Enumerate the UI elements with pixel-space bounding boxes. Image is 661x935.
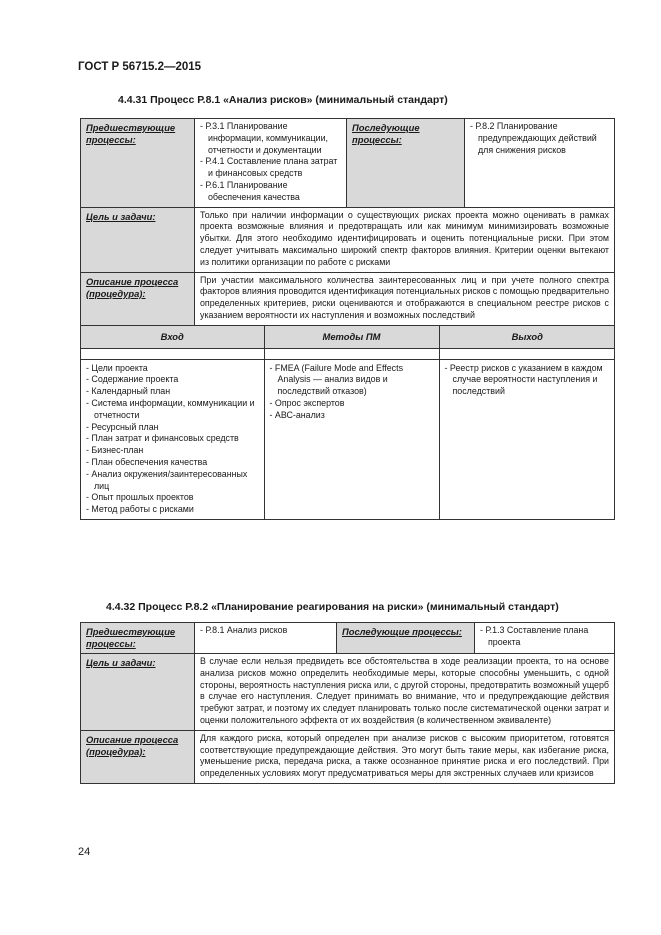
goals-label: Цель и задачи: bbox=[81, 207, 195, 272]
list-item: - FMEA (Failure Mode and Effects Analysis — анализ видов и последствий отказов) bbox=[270, 363, 434, 398]
process-table-p-8-2 bbox=[80, 622, 615, 784]
list-item: - Система информации, коммуникации и отчетности bbox=[86, 398, 259, 422]
list-item: - Опыт прошлых проектов bbox=[86, 492, 259, 504]
list-item: - Р.1.3 Составление плана проекта bbox=[480, 625, 609, 649]
goals-row bbox=[81, 654, 615, 731]
description-label: Описание процесса (процедура): bbox=[81, 730, 195, 783]
section-title-4-4-32: 4.4.32 Процесс Р.8.2 «Планирование реагирования на риски» (минимальный стандарт) bbox=[106, 601, 559, 613]
inputs-list bbox=[86, 363, 259, 516]
io-cell bbox=[81, 325, 615, 519]
predecessors-list bbox=[200, 625, 331, 637]
predecessors-list bbox=[200, 121, 341, 204]
inputs-cell bbox=[81, 359, 264, 519]
outputs-cell bbox=[439, 359, 615, 519]
list-item: - Анализ окружения/заинтересованных лиц bbox=[86, 469, 259, 493]
predecessors-row bbox=[81, 119, 615, 208]
list-item: - План затрат и финансовых средств bbox=[86, 433, 259, 445]
process-table-p-8-1 bbox=[80, 118, 615, 520]
successors-label: Последующие процессы: bbox=[347, 119, 465, 208]
list-item: - Р.6.1 Планирование обеспечения качества bbox=[200, 180, 341, 204]
list-item: - Ресурсный план bbox=[86, 422, 259, 434]
io-header-methods: Методы ПМ bbox=[264, 326, 439, 348]
description-label: Описание процесса (процедура): bbox=[81, 272, 195, 325]
description-row bbox=[81, 730, 615, 783]
list-item: - Реестр рисков с указанием в каждом случае вероятности наступления и последствий bbox=[445, 363, 611, 398]
list-item: - Бизнес-план bbox=[86, 445, 259, 457]
methods-cell bbox=[264, 359, 439, 519]
successors-cell bbox=[465, 119, 615, 208]
predecessors-label: Предшествующие процессы: bbox=[81, 119, 195, 208]
list-item: - Р.4.1 Составление плана затрат и финансовых средств bbox=[200, 156, 341, 180]
goals-text: Только при наличии информации о существующих рисках проекта можно оценивать в рамках проекта возможные влияния и предотвращать или как минимум минимизировать возможные убытки. Для этого необходимо идентифицировать и оценить потенциальные риски. При этом следует учитывать максимально широкий спектр факторов влияния. Критерии оценки вытекают из политики организации по работе с рисками bbox=[195, 207, 615, 272]
goals-row bbox=[81, 207, 615, 272]
io-table bbox=[81, 326, 615, 519]
successors-list bbox=[480, 625, 609, 649]
predecessors-cell bbox=[195, 119, 347, 208]
outputs-list bbox=[445, 363, 611, 398]
list-item: - Р.8.2 Планирование предупреждающих действий для снижения рисков bbox=[470, 121, 609, 156]
description-text: Для каждого риска, который определен при анализе рисков с высоким приоритетом, готовятся соответствующие предупреждающие действия. Это могут быть такие меры, как избегание риска, уменьшение риска, передача риска, а также осознанное принятие риска и его последствий. При определенных условиях могут предусматриваться меры для экстренных случаев или кризисов bbox=[195, 730, 615, 783]
predecessors-row bbox=[81, 623, 615, 654]
section-title-4-4-31: 4.4.31 Процесс Р.8.1 «Анализ рисков» (минимальный стандарт) bbox=[118, 94, 448, 106]
list-item: - Р.8.1 Анализ рисков bbox=[200, 625, 331, 637]
list-item: - Метод работы с рисками bbox=[86, 504, 259, 516]
goals-text: В случае если нельзя предвидеть все обстоятельства в ходе реализации проекта, то на основе анализа рисков можно определить необходимые меры, которые способны уменьшить, с одной стороны, вероятность наступления риска или, с другой стороны, предотвратить возможный ущерб в случае его наступления. Следует принимать во внимание, что и предупреждающие действия требуют затрат, и поэтому их следует планировать только после систематической оценки затрат и оценки положительного эффекта от их воздействия (в количественном эквиваленте) bbox=[195, 654, 615, 731]
io-header-input: Вход bbox=[81, 326, 264, 348]
io-row bbox=[81, 325, 615, 519]
successors-list bbox=[470, 121, 609, 156]
predecessors-label: Предшествующие процессы: bbox=[81, 623, 195, 654]
predecessors-cell bbox=[195, 623, 337, 654]
page-number: 24 bbox=[78, 846, 91, 858]
successors-cell bbox=[475, 623, 615, 654]
io-header-output: Выход bbox=[439, 326, 615, 348]
document-code: ГОСТ Р 56715.2—2015 bbox=[78, 61, 202, 73]
methods-list bbox=[270, 363, 434, 422]
list-item: - План обеспечения качества bbox=[86, 457, 259, 469]
list-item: - Р.3.1 Планирование информации, коммуникации, отчетности и документации bbox=[200, 121, 341, 156]
list-item: - Цели проекта bbox=[86, 363, 259, 375]
goals-label: Цель и задачи: bbox=[81, 654, 195, 731]
list-item: - Содержание проекта bbox=[86, 374, 259, 386]
successors-label: Последующие процессы: bbox=[337, 623, 475, 654]
list-item: - Календарный план bbox=[86, 386, 259, 398]
description-row bbox=[81, 272, 615, 325]
list-item: - Опрос экспертов bbox=[270, 398, 434, 410]
list-item: - АВС-анализ bbox=[270, 410, 434, 422]
description-text: При участии максимального количества заинтересованных лиц и при учете полного спектра факторов влияния проводится идентификация потенциальных рисков с помощью предварительно определенных критериев, риски оцениваются и отображаются в специальном реестре рисков с указанием вероятности их наступления и возможных последствий bbox=[195, 272, 615, 325]
